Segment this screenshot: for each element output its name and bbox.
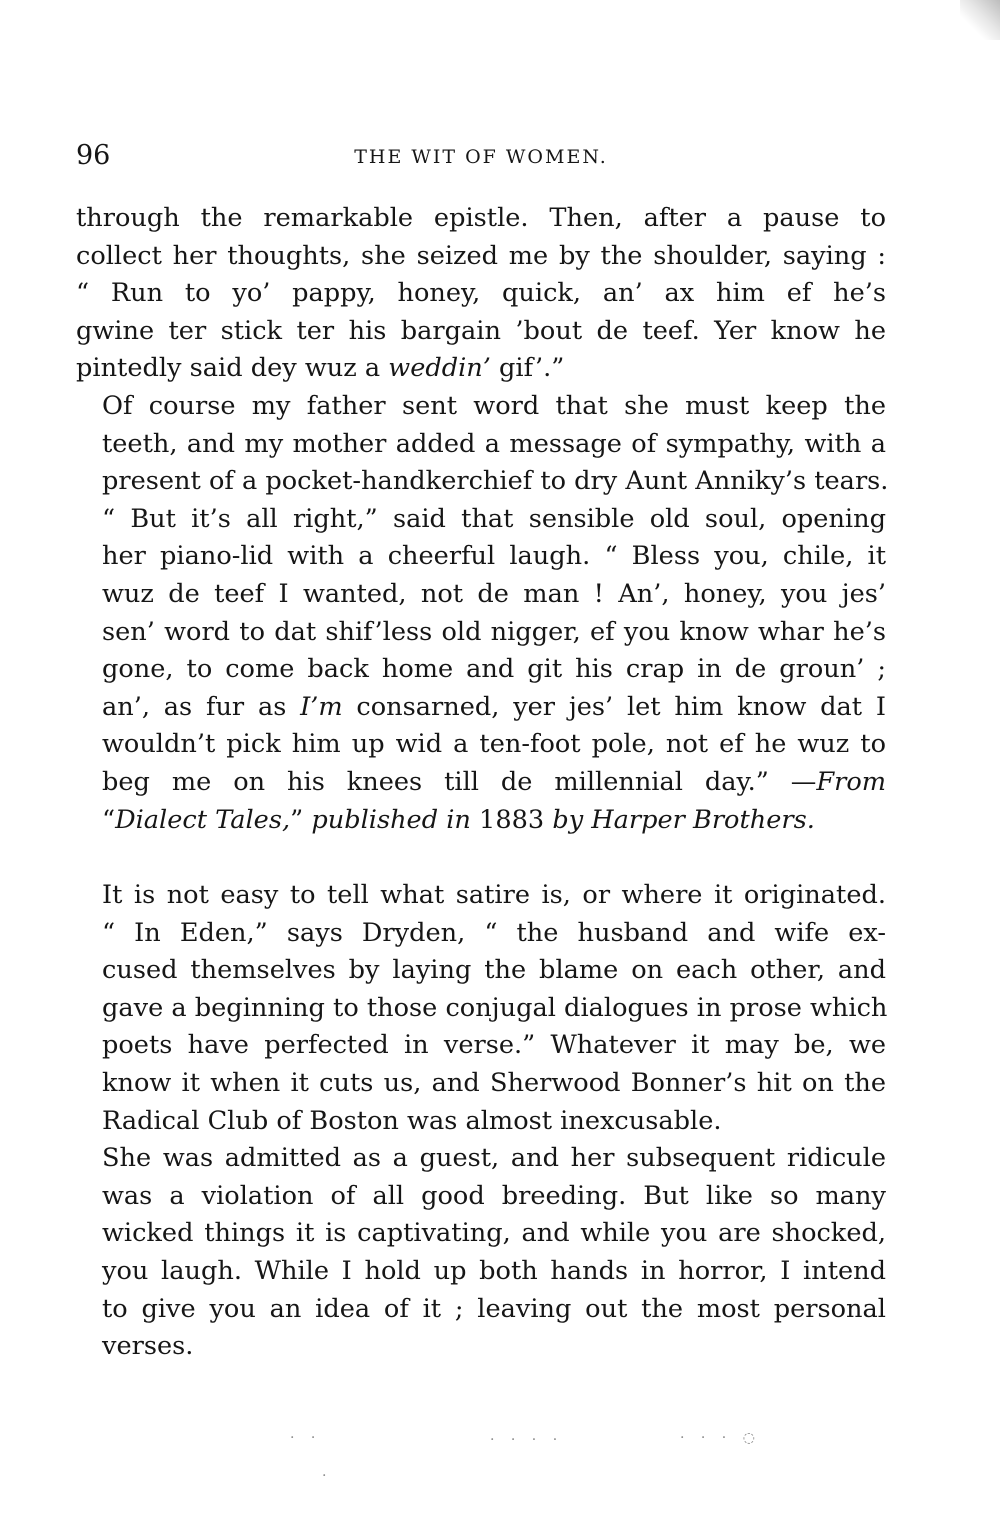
page-header — [76, 138, 886, 174]
text-line: teeth, and my mother added a message of sympathy, with a — [102, 428, 886, 459]
text-line: verses. — [102, 1331, 194, 1362]
text-run: beg me on his knees till de millennial day.” — — [102, 766, 817, 797]
text-line: through the remarkable epistle. Then, after a pause to — [76, 203, 886, 233]
text-run: gif’.” — [490, 353, 565, 384]
text-line: “ But it’s all right,” said that sensible old soul, opening — [102, 503, 886, 534]
text-run: an’, as fur as — [102, 691, 301, 722]
text-line: gone, to come back home and git his crap in de groun’ ; — [102, 654, 886, 685]
citation-line — [76, 802, 886, 840]
text-line: collect her thoughts, she seized me by the shoulder, saying : — [76, 240, 886, 271]
scan-smudge: · · · ◌ — [680, 1430, 761, 1446]
scan-smudge: · · · · — [490, 1432, 564, 1448]
scan-corner-artifact — [960, 0, 1000, 40]
text-line: She was admitted as a guest, and her subsequent ridicule — [102, 1143, 886, 1174]
text-run: pintedly said dey wuz a — [76, 353, 389, 384]
text-line — [76, 764, 886, 802]
text-line: you laugh. While I hold up both hands in horror, I intend — [102, 1256, 886, 1287]
scan-smudge: · — [322, 1468, 333, 1484]
text-line: “ Run to yo’ pappy, honey, quick, an’ ax him ef he’s — [76, 278, 886, 309]
text-run: consarned, yer jes’ let him know dat I — [342, 691, 886, 722]
text-run: “ — [102, 804, 116, 835]
text-line: was a violation of all good breeding. But like so many — [102, 1180, 886, 1211]
text-line: wouldn’t pick him up wid a ten-foot pole, not ef he wuz to — [102, 729, 886, 760]
text-line — [76, 350, 886, 388]
text-line: wuz de teef I wanted, not de man ! An’, honey, you jes’ — [102, 578, 886, 609]
citation-text: published in — [303, 804, 480, 835]
scan-smudge: · · — [290, 1430, 322, 1446]
page-number: 96 — [76, 140, 111, 171]
citation-text: by Harper Brothers. — [544, 804, 815, 835]
paragraph-5 — [76, 1140, 886, 1366]
text-line: gwine ter stick ter his bargain ’bout de teef. Yer know he — [76, 315, 886, 346]
text-line: Radical Club of Boston was almost inexcusable. — [102, 1105, 722, 1136]
text-line: poets have perfected in verse.” Whatever it may be, we — [102, 1030, 886, 1061]
text-line: to give you an idea of it ; leaving out the most personal — [102, 1293, 886, 1324]
text-run: ” — [290, 804, 304, 835]
paragraph-4 — [76, 877, 886, 1140]
text-line: It is not easy to tell what satire is, or where it originated. — [102, 880, 886, 911]
text-line: Of course my father sent word that she must keep the — [102, 390, 886, 421]
italic-word: I’m — [300, 691, 343, 722]
text-line: wicked things it is captivating, and while you are shocked, — [102, 1218, 886, 1249]
text-line: gave a beginning to those conjugal dialogues in prose which — [102, 992, 888, 1023]
text-line — [76, 689, 886, 727]
paragraph-3 — [76, 501, 886, 839]
italic-word: From — [816, 766, 886, 797]
paragraph-1 — [76, 200, 886, 388]
paragraph-2 — [76, 388, 889, 501]
citation-year: 1883 — [479, 804, 545, 835]
section-break — [76, 839, 886, 877]
text-line: “ In Eden,” says Dryden, “ the husband and wife ex- — [102, 917, 886, 948]
text-line: know it when it cuts us, and Sherwood Bonner’s hit on the — [102, 1068, 886, 1099]
citation-title: Dialect Tales, — [115, 804, 291, 835]
body-text — [76, 200, 889, 1366]
italic-word: weddin’ — [388, 353, 491, 384]
text-line: her piano-lid with a cheerful laugh. “ Bless you, chile, it — [102, 541, 886, 572]
running-head: THE WIT OF WOMEN. — [354, 146, 608, 168]
text-line: present of a pocket-handkerchief to dry Aunt Anniky’s tears. — [102, 466, 889, 497]
text-line: sen’ word to dat shif’less old nigger, ef you know whar he’s — [102, 616, 886, 647]
text-line: cused themselves by laying the blame on each other, and — [102, 955, 886, 986]
